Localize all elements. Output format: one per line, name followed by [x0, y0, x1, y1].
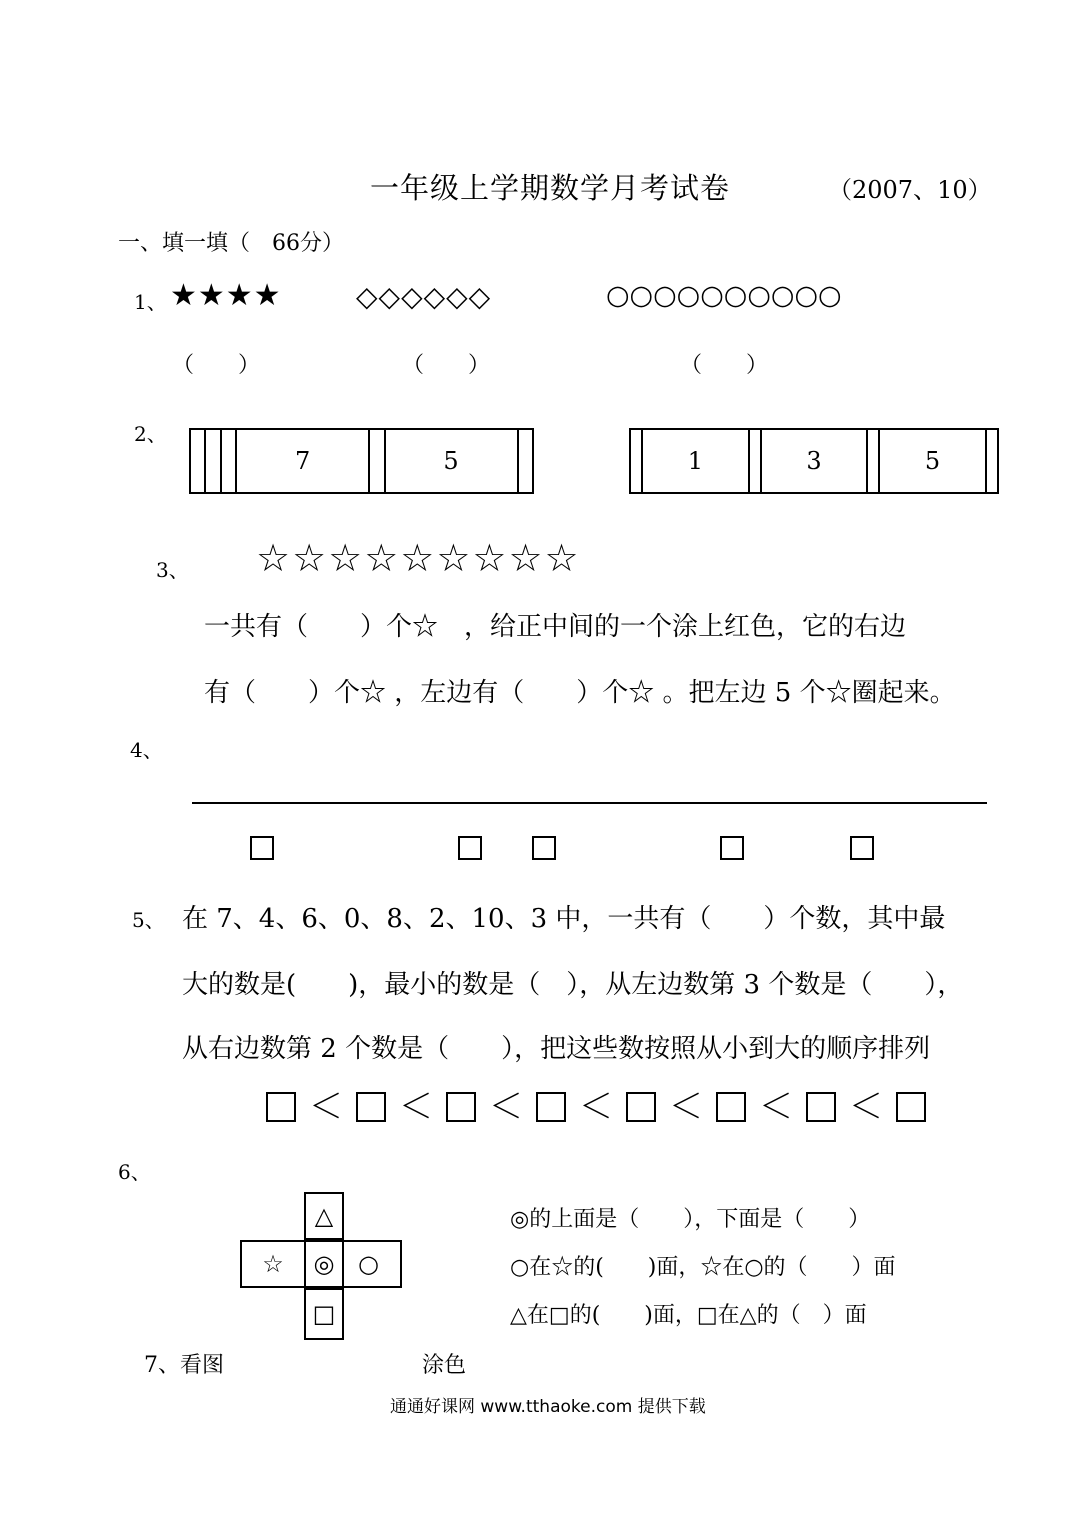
- number-line: [192, 802, 987, 804]
- q3-number: 3、: [156, 558, 189, 582]
- q1-blank-3: （ ）: [680, 353, 769, 378]
- cube-net-top: △: [304, 1192, 344, 1240]
- order-box[interactable]: [806, 1092, 836, 1122]
- order-box[interactable]: [896, 1092, 926, 1122]
- strip2-cell: 5: [879, 429, 985, 493]
- number-strip-2: [629, 428, 999, 494]
- q5-line-2: 大的数是( )，最小的数是（ ），从左边数第 3 个数是（ ），: [182, 970, 964, 1000]
- strip1-cell: 7: [236, 429, 369, 493]
- cube-net-center: ◎: [304, 1240, 344, 1288]
- q1-diamonds: ◇◇◇◇◇◇: [356, 280, 492, 313]
- q6-number: 6、: [118, 1160, 151, 1184]
- q1-blank-1: （ ）: [172, 353, 261, 378]
- q7-color-label: 涂色: [422, 1353, 467, 1378]
- less-than-sign: ＜: [669, 1087, 703, 1127]
- strip1-cell: [205, 429, 220, 493]
- strip1-cell: [518, 429, 533, 493]
- number-strip-1: [189, 428, 534, 494]
- q3-line-2: 有（ ）个☆ ，左边有（ ）个☆ 。把左边 5 个☆圈起来。: [204, 678, 956, 708]
- strip2-cell: [630, 429, 642, 493]
- q4-number: 4、: [130, 738, 163, 762]
- q7-label: 7、看图: [144, 1353, 224, 1378]
- q6-line-3: △在□的( )面，□在△的（ ）面: [510, 1303, 867, 1328]
- strip2-cell: 3: [761, 429, 867, 493]
- order-box[interactable]: [266, 1092, 296, 1122]
- q5-line-1: 在 7、4、6、0、8、2、10、3 中，一共有（ ）个数，其中最: [182, 904, 946, 934]
- q5-line-3: 从右边数第 2 个数是（ ），把这些数按照从小到大的顺序排列: [182, 1034, 931, 1064]
- order-box[interactable]: [716, 1092, 746, 1122]
- q1-blank-2: （ ）: [402, 353, 491, 378]
- answer-box[interactable]: [720, 836, 744, 860]
- strip2-cell: [749, 429, 761, 493]
- less-than-sign: ＜: [579, 1087, 613, 1127]
- strip1-cell: [190, 429, 205, 493]
- less-than-sign: ＜: [399, 1087, 433, 1127]
- answer-box[interactable]: [250, 836, 274, 860]
- order-boxes: [266, 1087, 926, 1127]
- q1-black-stars: ★★★★: [170, 278, 282, 313]
- strip2-cell: [867, 429, 879, 493]
- q2-number: 2、: [134, 422, 167, 446]
- answer-box[interactable]: [532, 836, 556, 860]
- cube-net-right: ○: [342, 1240, 402, 1288]
- q1-number: 1、: [134, 290, 167, 314]
- section-heading: 一、填一填（ 66分）: [118, 231, 344, 256]
- strip1-cell: [221, 429, 236, 493]
- less-than-sign: ＜: [309, 1087, 343, 1127]
- strip2-cell: [986, 429, 998, 493]
- order-box[interactable]: [446, 1092, 476, 1122]
- strip1-cell: 5: [385, 429, 518, 493]
- less-than-sign: ＜: [489, 1087, 523, 1127]
- less-than-sign: ＜: [849, 1087, 883, 1127]
- q6-line-2: ○在☆的( )面，☆在○的（ ）面: [510, 1255, 896, 1280]
- answer-box[interactable]: [850, 836, 874, 860]
- q5-number: 5、: [132, 908, 165, 932]
- cube-net-left: ☆: [240, 1240, 306, 1288]
- q3-stars: ☆☆☆☆☆☆☆☆☆: [256, 536, 581, 580]
- q3-line-1: 一共有（ ）个☆ ，给正中间的一个涂上红色，它的右边: [204, 612, 907, 642]
- order-box[interactable]: [356, 1092, 386, 1122]
- q6-line-1: ◎的上面是（ ），下面是（ ）: [510, 1207, 871, 1232]
- page-title: 一年级上学期数学月考试卷: [370, 171, 731, 205]
- footer-watermark: 通通好课网 www.tthaoke.com 提供下载: [390, 1397, 706, 1417]
- order-box[interactable]: [536, 1092, 566, 1122]
- strip1-cell: [369, 429, 384, 493]
- strip2-cell: 1: [642, 429, 748, 493]
- cube-net-bottom: □: [304, 1288, 344, 1340]
- less-than-sign: ＜: [759, 1087, 793, 1127]
- answer-box[interactable]: [458, 836, 482, 860]
- q1-circles: ○○○○○○○○○○: [606, 280, 842, 311]
- exam-date: （2007、10）: [828, 176, 992, 204]
- order-box[interactable]: [626, 1092, 656, 1122]
